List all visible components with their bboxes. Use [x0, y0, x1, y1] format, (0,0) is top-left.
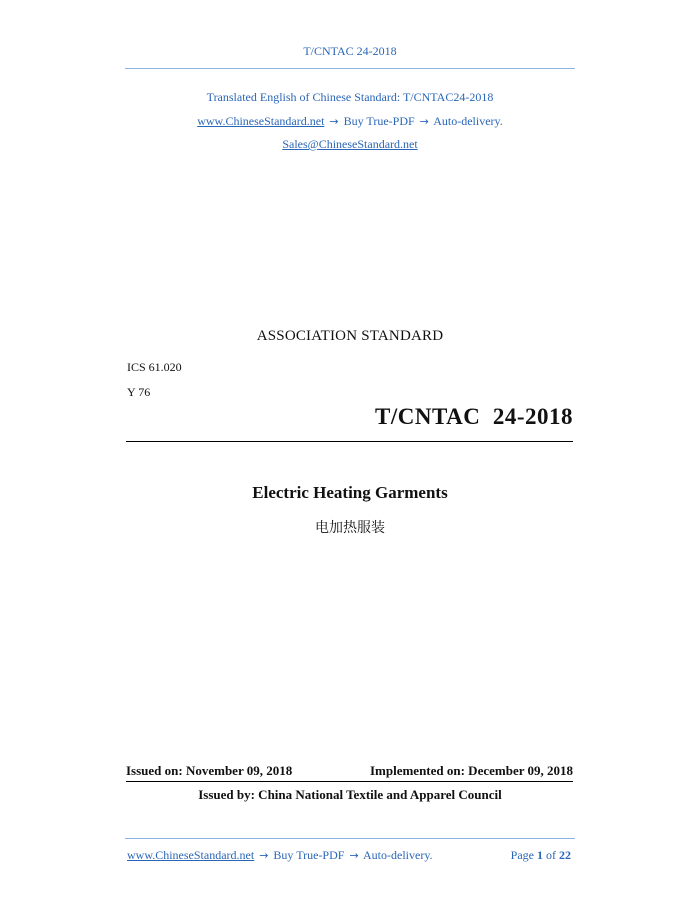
arrow-right-icon: → [349, 849, 359, 862]
auto-delivery-text: Auto-delivery. [433, 114, 503, 128]
buy-true-pdf-text: Buy True-PDF [343, 114, 415, 128]
translation-notice: Translated English of Chinese Standard: T/CNTAC24-2018 [206, 90, 494, 104]
ics-code: ICS 61.020 [127, 360, 182, 374]
promo-buy-line [0, 114, 700, 129]
implemented-on-date: Implemented on: December 09, 2018 [369, 763, 573, 778]
document-title-chinese: 电加热服装 [315, 520, 385, 536]
issuing-body: Issued by: China National Textile and Apparel Council [198, 787, 502, 802]
issued-on-date: Issued on: November 09, 2018 [126, 763, 293, 778]
issue-divider [126, 781, 573, 782]
arrow-right-icon: → [259, 849, 269, 862]
page-indicator [511, 848, 571, 863]
document-title-english: Electric Heating Garments [252, 483, 448, 502]
header-divider [125, 68, 575, 69]
footer-divider [125, 838, 575, 839]
title-divider [126, 441, 573, 442]
site-link[interactable]: www.ChineseStandard.net [197, 114, 325, 128]
arrow-right-icon: → [419, 115, 429, 128]
running-header-title: T/CNTAC 24-2018 [303, 44, 397, 58]
arrow-right-icon: → [329, 115, 339, 128]
footer-site-link[interactable]: www.ChineseStandard.net [127, 848, 255, 862]
page-current: 1 [537, 848, 543, 862]
footer-delivery-text: Auto-delivery. [363, 848, 433, 862]
footer-promo [127, 848, 433, 863]
email-line [0, 137, 700, 152]
classification-code: Y 76 [127, 385, 151, 399]
page-of: of [546, 848, 556, 862]
email-link[interactable]: Sales@ChineseStandard.net [282, 137, 418, 151]
page-label: Page [510, 848, 534, 862]
footer-buy-text: Buy True-PDF [273, 848, 345, 862]
page-total: 22 [559, 848, 571, 862]
standard-number: T/CNTAC 24-2018 [375, 404, 573, 429]
standard-type-heading: ASSOCIATION STANDARD [256, 328, 444, 344]
